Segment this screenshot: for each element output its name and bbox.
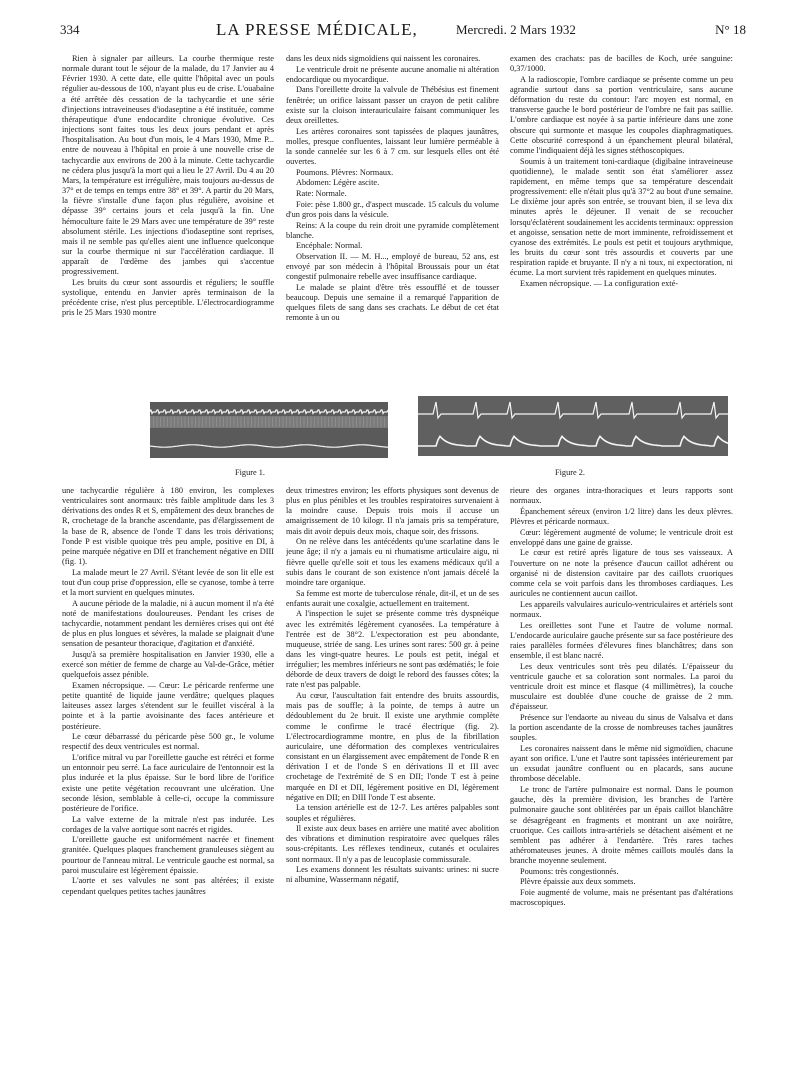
paragraph: A aucune période de la maladie, ni à aucun moment il n'a été noté de manifestations douloureuses. Pendant les crises de tachycardie, notamment pendant les dernières crises qui ont été de plus en plus longues et sévères, la malade se plaignait d'une sensation de pesanteur thoracique, d'agitation et d'anxiété. <box>62 598 274 649</box>
paragraph: Encéphale: Normal. <box>296 241 363 251</box>
paragraph: Poumons: très congestionnés. <box>520 866 619 876</box>
paragraph: La tension artérielle est de 12-7. Les artères palpables sont souples et régulières. <box>286 803 499 823</box>
paragraph: Dans l'oreillette droite la valvule de Thébésius est finement fenêtrée; un orifice laissant passer un crayon de petit calibre existe sur la cloison interauriculaire faisant communiquer les deux oreillettes. <box>286 85 499 125</box>
paragraph: Les appareils valvulaires auriculo-ventriculaires et artériels sont normaux. <box>510 599 733 619</box>
paragraph: Le cœur débarrassé du péricarde pèse 500 gr., le volume respectif des deux ventricules est normal. <box>62 732 274 752</box>
paragraph: examen des crachats: pas de bacilles de Koch, urée sanguine: 0,37/1000. <box>510 54 733 74</box>
paragraph: Rate: Normale. <box>296 189 347 199</box>
paragraph: Épanchement séreux (environ 1/2 litre) dans les deux plèvres. Plèvres et péricarde normaux. <box>510 506 733 526</box>
paragraph: Examen nécropsique. — La configuration exté- <box>520 278 679 288</box>
column-4 <box>62 486 274 1068</box>
paragraph: L'aorte et ses valvules ne sont pas altérées; il existe cependant quelques petites taches jaunâtres <box>62 876 274 896</box>
paragraph: Le malade se plaint d'être très essoufflé et de tousser beaucoup. Depuis une semaine il a remarqué l'apparition de quelques filets de sang dans ses crachats. Le début de cet état remonte à un ou <box>286 282 499 323</box>
paragraph: une tachycardie régulière à 180 environ, les complexes ventriculaires sont anormaux: très faible amplitude dans les 3 dérivations des ondes R et S, empâtement des deux branches de R, crochetage de la branche ascendante, pas d'élargissement de la base de R, absence de l'onde T dans les trois dérivations; l'onde P est visible quoique très peu ample, positive en DI, à peine marquée négative en DII et franchement négative en DIII (fig. 1). <box>62 486 274 567</box>
column-6 <box>510 486 733 1068</box>
paragraph: Il existe aux deux bases en arrière une matité avec abolition des vibrations et diminution respiratoire avec quelques râles sous-crépitants. Les réflexes tendineux, cutanés et oculaires sont normaux. Il n'y a pas de leucoplasie commissurale. <box>286 824 499 864</box>
paragraph: dans les deux nids sigmoïdiens qui naissent les coronaires. <box>286 54 481 63</box>
paragraph: Au cœur, l'auscultation fait entendre des bruits assourdis, mais pas de souffle; à la pointe, de temps à autre un dédoublement du 2e bruit. Il existe une arythmie complète comme le confirme le tracé électrique (fig. 2). L'électrocardiogramme montre, en plus de la fibrillation auriculaire, une déformation des complexes ventriculaires consistant en un élargissement avec empâtement de l'onde R en dérivation I et de l'onde S en dérivations II et III avec crochetage de l'extrémité de S en DII; l'onde T est à peine marquée en DI et DII, légèrement positive en DI, légèrement négative en DII; en DIII l'onde T est absente. <box>286 691 499 802</box>
column-1 <box>62 54 274 430</box>
paragraph: Les coronaires naissent dans le même nid sigmoïdien, chacune ayant son orifice. L'une et l'autre sont tapissées intérieurement par un exsudat jaunâtre confluent ou en placards, sans aucune thrombose décelable. <box>510 743 733 784</box>
ecg-figure-2 <box>418 396 728 456</box>
paragraph: A la radioscopie, l'ombre cardiaque se présente comme un peu agrandie surtout dans sa portion ventriculaire, sans aucune déformation du reste du contour: l'arc moyen est normal, en transverse gauche le bord postérieur de l'ombre ne fait pas saillie. L'ombre cardiaque est noyée à sa partie inférieure dans une zone obscure qui surmonte et masque les coupoles diaphragmatiques. Cette obscurité correspond à un épanchement pleural bilatéral, comme l'indiquaient déjà les signes stéthoscopiques. <box>510 74 733 155</box>
paragraph: Le tronc de l'artère pulmonaire est normal. Dans le poumon gauche, dès la première division, les branches de l'artère pulmonaire gauche sont oblitérées par un épais caillot blanchâtre se désagrégeant en fragments et montrant un axe noirâtre, cruorique. Ces caillots intra-artériels se détachent aisément et ne semblent pas adhérer à l'endartère. Très rares taches athéromateuses jeunes. A droite mêmes caillots moulés dans la branche moyenne seulement. <box>510 785 733 866</box>
paragraph: Poumons. Plèvres: Normaux. <box>296 167 394 177</box>
paragraph: Reins: A la coupe du rein droit une pyramide complètement blanche. <box>286 220 499 240</box>
page-number: 334 <box>60 22 80 37</box>
paragraph: Les deux ventricules sont très peu dilatés. L'épaisseur du ventricule gauche et sa coloration sont normales. La paroi du ventricule droit est mince et flasque (4 millimètres), la couche musculaire est doublée d'une couche de graisse de 2 mm. d'épaisseur. <box>510 661 733 712</box>
column-3 <box>510 54 733 430</box>
paragraph: rieure des organes intra-thoraciques et leurs rapports sont normaux. <box>510 486 733 506</box>
paragraph: La valve externe de la mitrale n'est pas indurée. Les cordages de la valve aortique sont nacrés et rigides. <box>62 814 274 834</box>
paragraph: Les examens donnent les résultats suivants: urines: ni sucre ni albumine, Wassermann négatif, <box>286 865 499 885</box>
paragraph: Observation II. — M. H..., employé de bureau, 52 ans, est envoyé par son médecin à l'hôpital Broussais pour un état congestif pulmonaire rebelle avec insuffisance cardiaque. <box>286 251 499 282</box>
paragraph: Les oreillettes sont l'une et l'autre de volume normal. L'endocarde auriculaire gauche présente sur sa face postérieure des raies parallèles formées d'élevures fines blanchâtres; dans son ensemble, il est blanc nacré. <box>510 620 733 660</box>
journal-title: LA PRESSE MÉDICALE, <box>216 20 418 39</box>
paragraph: La malade meurt le 27 Avril. S'étant levée de son lit elle est tout d'un coup prise d'oppression, elle se cyanose, tombe à terre et la mort survient en quelques minutes. <box>62 567 274 598</box>
paragraph: Foie augmenté de volume, mais ne présentant pas d'altérations macroscopiques. <box>510 888 733 908</box>
ecg-figure-1 <box>150 402 388 458</box>
figure-1-caption: Figure 1. <box>235 468 265 477</box>
column-2 <box>286 54 499 430</box>
figure-2-caption: Figure 2. <box>555 468 585 477</box>
issue-date: Mercredi. 2 Mars 1932 <box>456 22 576 37</box>
paragraph: L'oreillette gauche est uniformément nacrée et finement granitée. Quelques plaques franchement granuleuses siègent au pourtour de l'anneau mitral. Le ventricule gauche est normal, sa paroi musculaire est légèrement épaissie. <box>62 835 274 875</box>
issue-number: N° 18 <box>715 22 746 37</box>
column-5 <box>286 486 499 1068</box>
paragraph: Le ventricule droit ne présente aucune anomalie ni altération endocardique ou myocardique. <box>286 64 499 84</box>
paragraph: deux trimestres environ; les efforts physiques sont devenus de plus en plus pénibles et les troubles respiratoires survenaient à la moindre cause. Depuis trois mois il accuse un amaigrissement de 10 kilogr. Il n'a jamais pris sa température, mais dit avoir depuis deux mois, chaque soir, des frissons. <box>286 486 499 536</box>
paragraph: Cœur: légèrement augmenté de volume; le ventricule droit est enveloppé dans une gaine de graisse. <box>510 527 733 547</box>
page-header <box>60 20 746 42</box>
paragraph: L'orifice mitral vu par l'oreillette gauche est rétréci et forme un entonnoir peu serré. La face auriculaire de l'entonnoir est la plus indurée et la plus épaisse. Sur le bord libre de l'orifice existe une petite végétation recouvrant une ulcération. Une seconde lésion, semblable à celle-ci, occupe la commissure postérieure de l'orifice. <box>62 753 274 813</box>
paragraph: Les bruits du cœur sont assourdis et réguliers; le souffle systolique, entendu en Janvier après terminaison de la précédente crise, n'est plus perceptible. L'électrocardiogramme pris le 25 Mars 1930 montre <box>62 277 274 318</box>
paragraph: A l'inspection le sujet se présente comme très dyspnéique avec les extrémités légèrement cyanosées. La température à l'entrée est de 38°2. L'expectoration est peu abondante, muqueuse, striée de sang. Les urines sont rares: 500 gr. à peine dans les vingt-quatre heures. Le pouls est petit, inégal et irrégulier; les membres inférieurs ne sont pas œdématiés; le foie déborde de deux travers de doigt le rebord des fausses côtes; la rate n'est pas palpable. <box>286 609 499 690</box>
paragraph: Les artères coronaires sont tapissées de plaques jaunâtres, molles, presque confluentes, laissant leur lumière perméable à la sonde cannelée sur les 6 à 7 cm. sur lesquels elles ont été ouvertes. <box>286 126 499 167</box>
paragraph: Foie: pèse 1.800 gr., d'aspect muscade. 15 calculs du volume d'un gros pois dans la vésicule. <box>286 199 499 219</box>
paragraph: Rien à signaler par ailleurs. La courbe thermique reste normale durant tout le séjour de la malade, du 17 Janvier au 4 Février 1930. A cette date, elle quitte l'hôpital avec un pouls régulier au-dessous de 100, n'ayant plus eu de crise. L'ouabaïne a été arrêtée dès cessation de la tachycardie et une série d'injections intraveineuses d'iodaseptine a été instituée, comme thérapeutique d'une endocardite chronique évolutive. Ces injections sont faites tous les deux jours pendant et après l'hospitalisation. Au bout d'un mois, le 4 Mars 1930, Mme P... entre de nouveau à l'hôpital en proie à une nouvelle crise de tachycardie aux environs de 200 à la minute. Cette tachycardie ne cédera plus jusqu'à la mort qui a lieu le 27 Avril. Du 4 au 20 Mars, la température est irrégulière, mais toujours au-dessus de 37° et de temps en temps entre 38° et 39°. A partir du 20 Mars, la fièvre s'installe d'une façon plus régulière, avoisine et dépasse 39° certains jours et cela jusqu'à la fin. Une hémoculture faite le 29 Mars avec une température de 39° reste absolument stérile. Les injections d'iodaseptine sont reprises, mais il ne semble pas qu'elles aient une influence quelconque sur la courbe thermique ni sur l'accélération cardiaque. Il apparaît de l'œdème des jambes qui s'accentue progressivement. <box>62 54 274 277</box>
paragraph: Abdomen: Légère ascite. <box>296 178 380 188</box>
paragraph: Soumis à un traitement toni-cardiaque (digibaïne intraveineuse quotidienne), le malade sentit son état s'améliorer assez rapidement, en même temps que sa température descendait progressivement: elle n'était plus qu'à 37°2 au bout d'une semaine. Le dixième jour après son entrée, se trouvant bien, il se leva dix minutes après le déjeuner. Il venait de se recoucher lorsqu'éclatèrent soudainement les accidents terminaux: oppression et angoisse, sensation nette de mort imminente, refroidissement et cyanose des extrémités. Le pouls est petit et toujours arythmique, les bruits du cœur sont très assourdis et couverts par une respiration rapide et bruyante. Il n'y a ni toux, ni expectoration, ni écume. La mort survient très rapidement en quelques minutes. <box>510 156 733 278</box>
paragraph: Le cœur est retiré après ligature de tous ses vaisseaux. A l'ouverture on ne note la présence d'aucun caillot adhérent ou organisé ni de distension cavitaire par des caillots cruoriques comme cela se voit parfois dans les thromboses cardiaques. Les auricules ne contiennent aucun caillot. <box>510 548 733 599</box>
paragraph: On ne relève dans les antécédents qu'une scarlatine dans le jeune âge; il n'y a jamais eu ni rhumatisme articulaire aigu, ni fièvre quelle qu'elle soit et tous les examens médicaux qu'il a subis dans le courant de son existence n'ont jamais décelé la moindre tare organique. <box>286 537 499 587</box>
paragraph: Examen nécropsique. — Cœur: Le péricarde renferme une petite quantité de liquide jaune verdâtre; quelques plaques laiteuses assez larges s'étendent sur le feuillet viscéral à la pointe et à la partie avoisinante des faces antérieure et postérieure. <box>62 680 274 731</box>
paragraph: Sa femme est morte de tuberculose rénale, dit-il, et un de ses enfants aurait une coxalgie, actuellement en traitement. <box>286 588 499 608</box>
paragraph: Plèvre épaissie aux deux sommets. <box>520 877 636 887</box>
paragraph: Jusqu'à sa première hospitalisation en Janvier 1930, elle a exercé son métier de femme de charge au Val-de-Grâce, métier quelquefois assez pénible. <box>62 650 274 680</box>
paragraph: Présence sur l'endaorte au niveau du sinus de Valsalva et dans la portion ascendante de la crosse de nombreuses taches jaunâtres souples. <box>510 712 733 743</box>
